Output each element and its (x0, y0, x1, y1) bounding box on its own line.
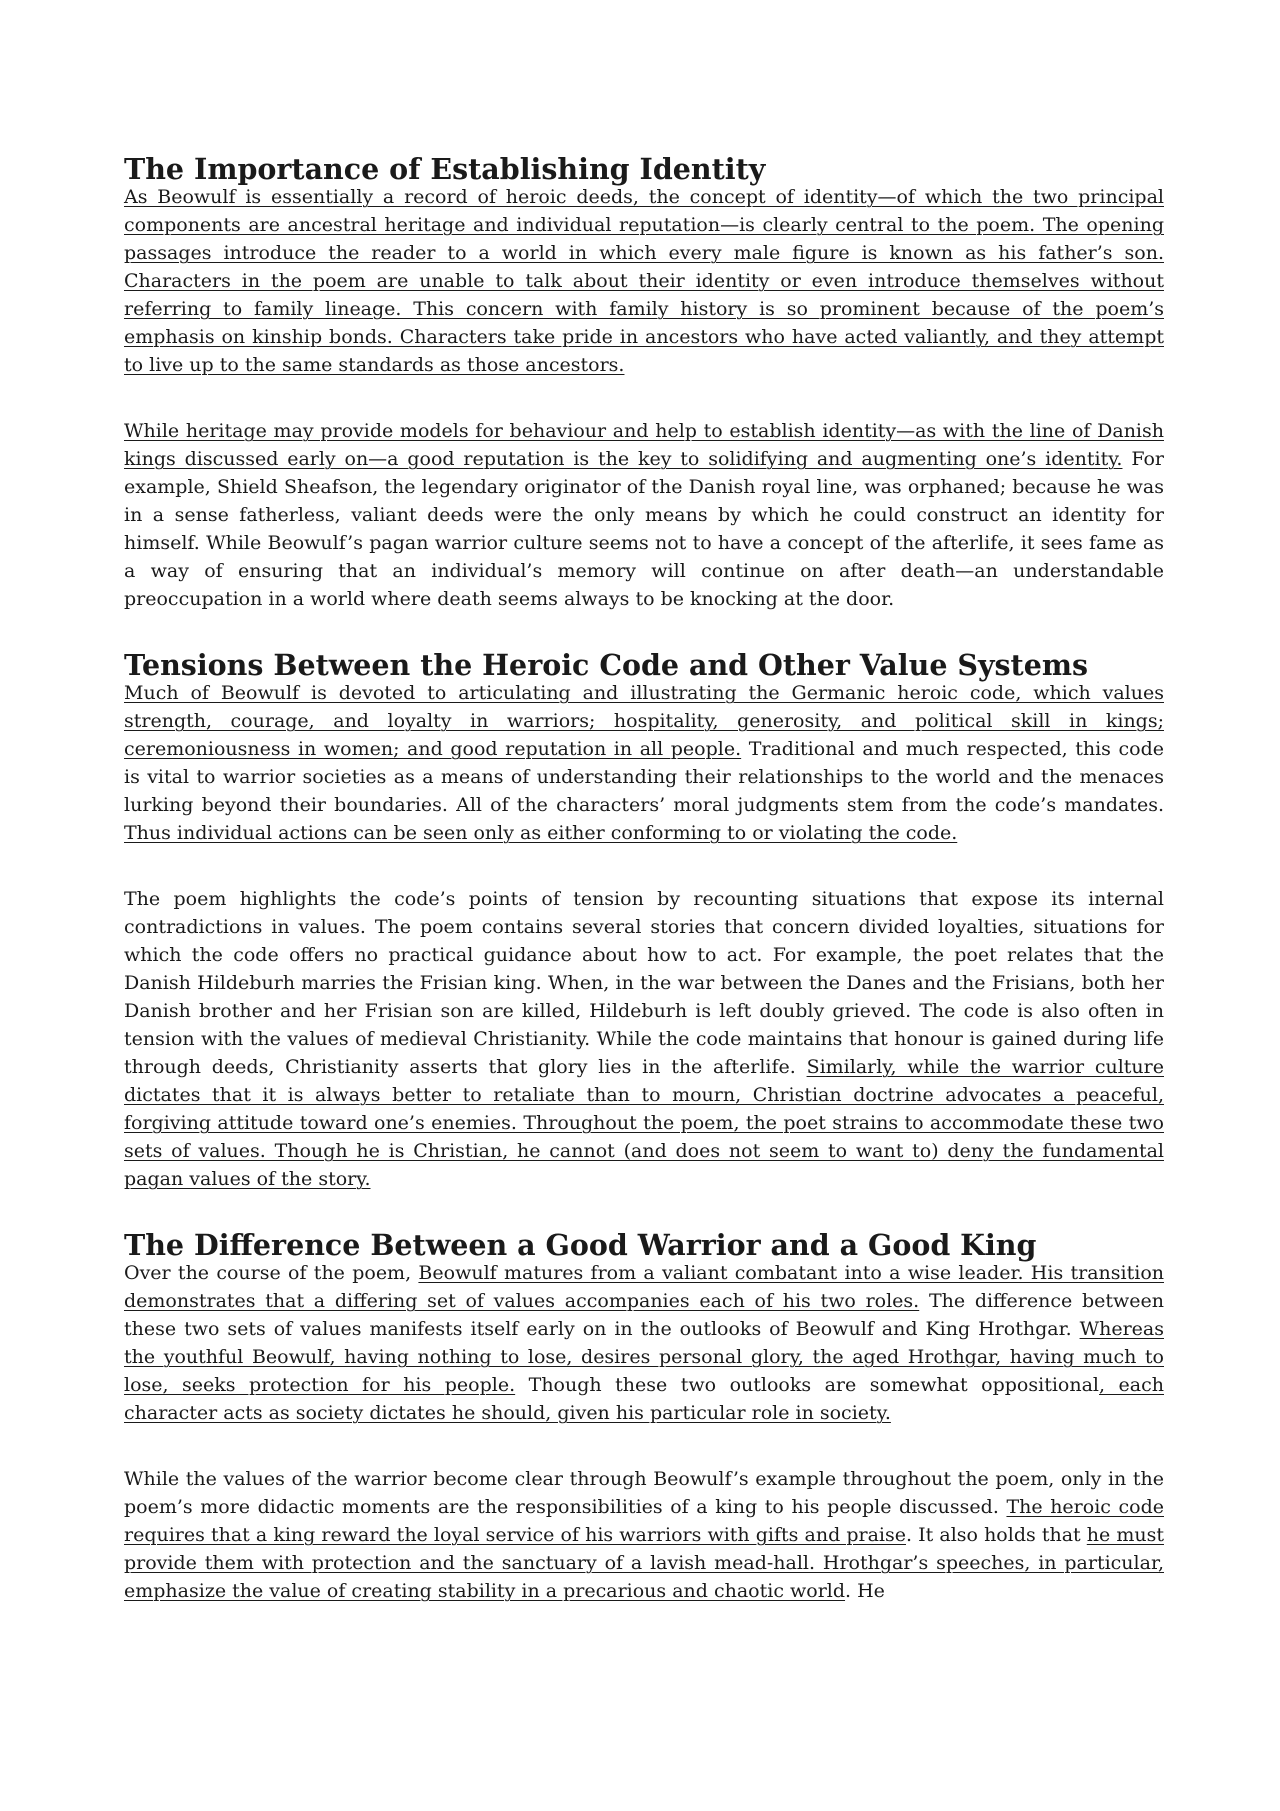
underlined-text: Thus individual actions can be seen only as either conforming to or violating the code. (124, 822, 958, 844)
body-text: Though these two outlooks are somewhat oppositional (515, 1374, 1099, 1396)
paragraph (124, 1465, 1164, 1605)
paragraph (124, 885, 1164, 1193)
body-text: . He (845, 1580, 885, 1602)
body-text: Traditional and much respected, this code is vital to warrior societies as a means of understanding their relationships to the world and the menaces lurking beyond their boundaries. All of the characters’ moral judgments stem from the code’s mandates. (124, 738, 1164, 816)
paragraph (124, 679, 1164, 847)
underlined-text: Similarly, while the warrior culture dictates that it is always better to retaliate than to mourn, Christian doctrine advocates a peaceful, forgiving attitude toward one’s enemies. Throughout the poem, the poet strains to accommodate these two sets of values. Though he is Christian, he cannot (and does not seem to want to) deny the fundamental pagan values of the story. (124, 1056, 1164, 1190)
underlined-text: Whereas the youthful Beowulf, having nothing to lose, desires personal glory, the aged Hrothgar, having much to lose, seeks protection for his people. (124, 1318, 1164, 1396)
paragraph (124, 183, 1164, 379)
underlined-text: Much of Beowulf is devoted to articulating and illustrating the Germanic heroic code, which values strength, courage, and loyalty in warriors; hospitality, generosity, and political skill in kings; ceremoniousness in women; and good reputation in all people. (124, 682, 1164, 760)
body-text: The difference between these two sets of values manifests itself early on in the outlooks of Beowulf and King Hrothgar. (124, 1290, 1165, 1340)
underlined-text: As Beowulf is essentially a record of heroic deeds, the concept of identity—of which the two principal components are ancestral heritage and individual reputation—is clearly central to the poem. The opening passages introduce the reader to a world in which every male figure is known as his father’s son. Characters in the poem are unable to talk about their identity or even introduce themselves without referring to family lineage. This concern with family history is so prominent because of the poem’s emphasis on kinship bonds. Characters take pride in ancestors who have acted valiantly, and they attempt to live up to the same standards as those ancestors. (124, 186, 1164, 376)
paragraph (124, 1259, 1164, 1427)
paragraph (124, 417, 1164, 613)
body-text: While the values of the warrior become clear through Beowulf’s example throughout the poem, only in the poem’s more didactic moments are the responsibilities of a king to his people discussed. (124, 1468, 1164, 1518)
section-identity (124, 152, 1164, 613)
body-text: Over the course of the poem, (124, 1262, 419, 1284)
section-heading: The Importance of Establishing Identity (124, 152, 766, 186)
body-text: The poem highlights the code’s points of tension by recounting situations that expose its internal contradictions in values. The poem contains several stories that concern divided loyalties, situations for which the code offers no practical guidance about how to act. For example, the poet relates that the Danish Hildeburh marries the Frisian king. When, in the war between the Danes and the Frisians, both her Danish brother and her Frisian son are killed, Hildeburh is left doubly grieved. The code is also often in tension with the values of medieval Christianity. While the code maintains that honour is gained during life through deeds, Christianity asserts that glory lies in the afterlife. (124, 888, 1164, 1078)
section-heroic-code (124, 648, 1164, 1193)
body-text: For example, Shield Sheafson, the legendary originator of the Danish royal line, was orphaned; because he was in a sense fatherless, valiant deeds were the only means by which he could construct an identity for himself. While Beowulf’s pagan warrior culture seems not to have a concept of the afterlife, it sees fame as a way of ensuring that an individual’s memory will continue on after death—an understandable preoccupation in a world where death seems always to be knocking at the door. (124, 448, 1164, 610)
underlined-text: Beowulf matures from a valiant combatant into a wise leader. His transition demonstrates that a differing set of values accompanies each of his two roles. (124, 1262, 1164, 1312)
body-text: . It also holds that (906, 1524, 1087, 1546)
underlined-text: he must provide them with protection and the sanctuary of a lavish mead-hall. Hrothgar’s speeches, in particular, emphasize the value of creating stability in a precarious and chaotic world (124, 1524, 1164, 1602)
document-body (124, 152, 1165, 1643)
underlined-text: The heroic code requires that a king reward the loyal service of his warriors with gifts and praise (124, 1496, 1164, 1546)
section-heading: The Difference Between a Good Warrior and a Good King (124, 1228, 1037, 1262)
section-heading: Tensions Between the Heroic Code and Other Value Systems (124, 648, 1089, 682)
section-warrior-king (124, 1228, 1165, 1605)
underlined-text: , each character acts as society dictates he should, given his particular role in society. (124, 1374, 1164, 1424)
underlined-text: While heritage may provide models for behaviour and help to establish identity—as with the line of Danish kings discussed early on—a good reputation is the key to solidifying and augmenting one’s identity. (124, 420, 1164, 470)
